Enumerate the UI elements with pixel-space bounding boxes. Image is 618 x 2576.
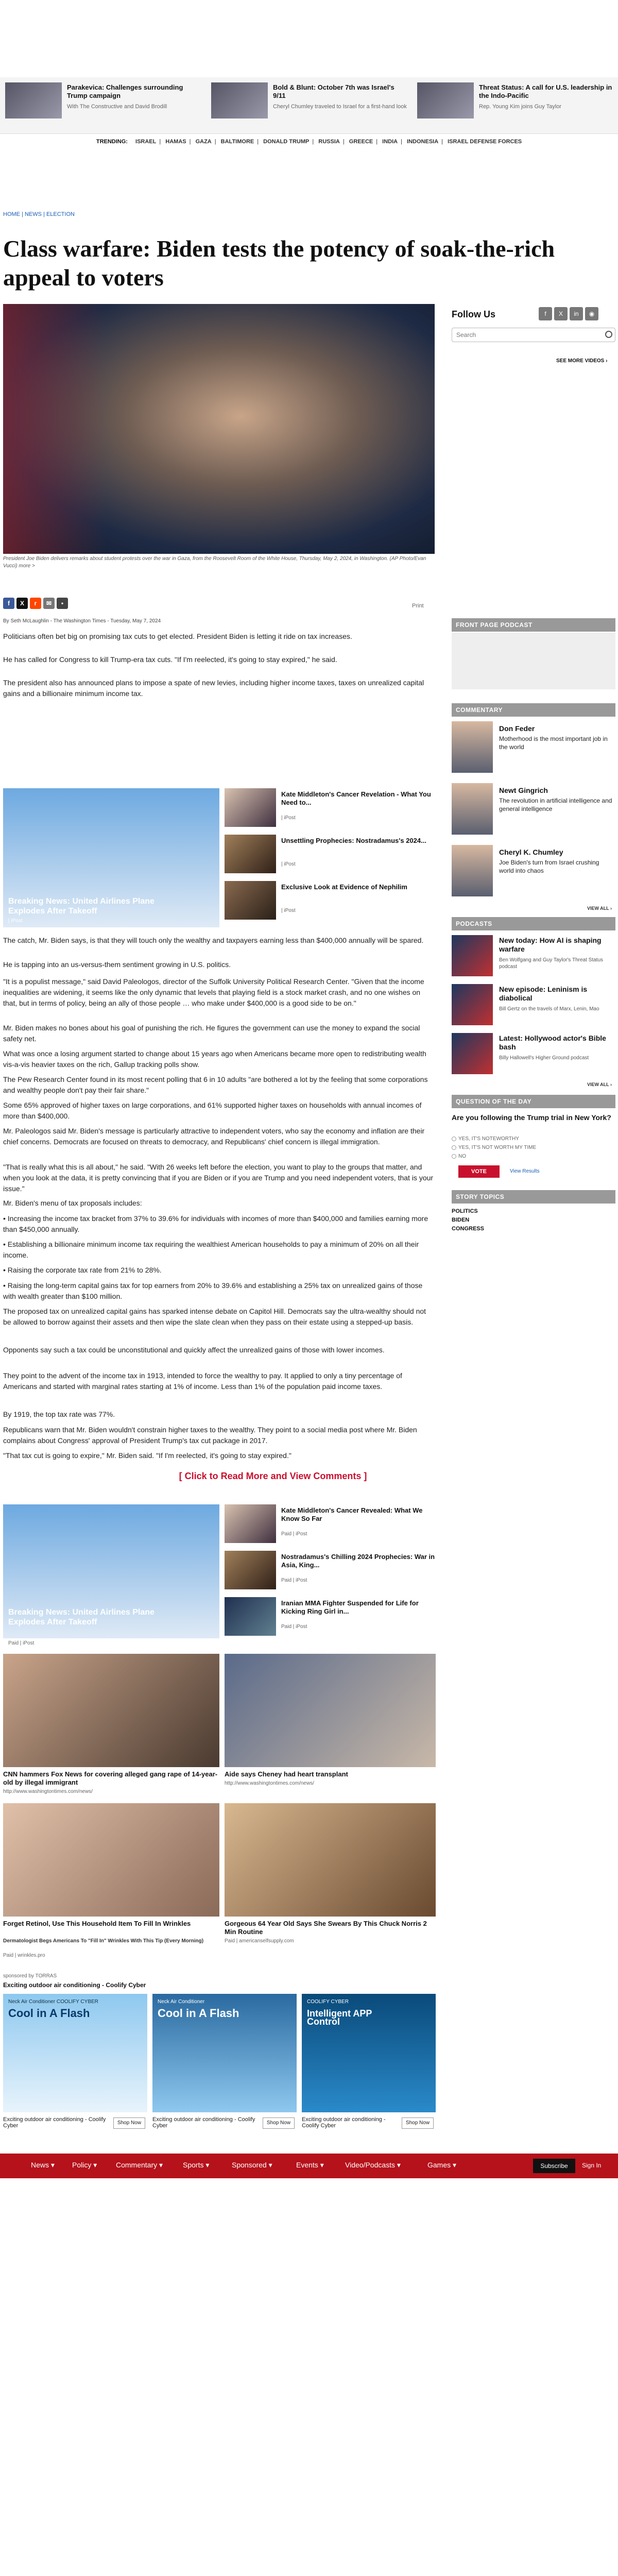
breadcrumb[interactable]: HOME | NEWS | ELECTION xyxy=(3,211,75,217)
article-paragraph: What was once a losing argument started to change about 15 years ago when Americans became more open to redistributing wealth vis-a-vis heavier taxes on the rich, Gallup tracking polls show. xyxy=(3,1049,426,1069)
print-link[interactable]: Print xyxy=(412,603,424,609)
trending-tag[interactable]: DONALD TRUMP xyxy=(263,139,310,145)
nav-games[interactable]: Games ▾ xyxy=(427,2161,457,2169)
ad-source: | iPost xyxy=(8,918,23,924)
nav-sponsored[interactable]: Sponsored ▾ xyxy=(232,2161,272,2169)
ad-product-head: Neck Air Conditioner COOLIFY CYBER xyxy=(8,1999,98,2005)
ad-card[interactable] xyxy=(225,1803,436,1958)
vote-button[interactable]: VOTE xyxy=(458,1165,500,1178)
podcast-title[interactable]: New today: How AI is shaping warfare xyxy=(499,936,602,953)
podcast-sub: Ben Wolfgang and Guy Taylor's Threat Status podcast xyxy=(499,957,604,970)
ad-image xyxy=(225,1597,276,1636)
article-paragraph: Mr. Biden makes no bones about his goal of punishing the rich. He figures the government can use the money to expand the social safety net. xyxy=(3,1024,420,1043)
ad-card[interactable] xyxy=(225,1654,436,1798)
nav-video-podcasts[interactable]: Video/Podcasts ▾ xyxy=(345,2161,401,2169)
shop-now-button[interactable]: Shop Now xyxy=(263,2117,295,2129)
article-paragraph: "It is a populist message," said David Paleologos, director of the Suffolk University Political Research Center. "Given that the income inequalities are widening, it seems like the only dynamic that levels that playing field is a stock market crash, and no one wishes on that, but in terms of policy, being an ally of those people … who make under $400,000 is a good side to be on." xyxy=(3,977,424,1007)
ad-source: Paid | iPost xyxy=(281,1624,307,1630)
site-nav xyxy=(0,2154,618,2178)
ad-source: | iPost xyxy=(281,908,296,913)
trend-sub: Cheryl Chumley traveled to Israel for a first-hand look xyxy=(273,104,407,110)
ad-headline: Cool in A Flash xyxy=(8,2007,90,2020)
commentary-title[interactable]: Joe Biden's turn from Israel crushing world into chaos xyxy=(499,859,599,874)
ad-image xyxy=(3,1803,219,1917)
article-paragraph: • Increasing the income tax bracket from 37% to 39.6% for individuals with incomes of more than $400,000 and families earning more than $450,000 annually. xyxy=(3,1214,428,1233)
linkedin-icon[interactable]: in xyxy=(570,307,583,320)
topic-link[interactable]: BIDEN xyxy=(452,1217,470,1223)
poll-option-label: YES, IT'S NOT WORTH MY TIME xyxy=(458,1145,537,1150)
nav-news[interactable]: News ▾ xyxy=(31,2161,55,2169)
article-paragraph: Some 65% approved of higher taxes on large corporations, and 61% supported higher taxes on households with annual incomes of more than $400,000. xyxy=(3,1101,422,1120)
nav-commentary[interactable]: Commentary ▾ xyxy=(116,2161,163,2169)
ad-title[interactable]: Forget Retinol, Use This Household Item To Fill In Wrinkles xyxy=(3,1920,191,1927)
trending-tag[interactable]: INDONESIA xyxy=(407,139,439,145)
commentary-title[interactable]: The revolution in artificial intelligence and general intelligence xyxy=(499,797,612,812)
ad-source: | iPost xyxy=(281,861,296,867)
podcast-item[interactable] xyxy=(452,1033,615,1079)
article-paragraph: Opponents say such a tax could be unconstitutional and quickly affect the unrealized gains of those with lower incomes. xyxy=(3,1346,385,1354)
ad-source: Paid | americanselfsupply.com xyxy=(225,1938,294,1944)
ad-title[interactable]: CNN hammers Fox News for covering alleged gang rape of 14-year-old by illegal immigrant xyxy=(3,1770,218,1786)
ad-product-head: Neck Air Conditioner xyxy=(158,1999,205,2005)
trend-card[interactable] xyxy=(211,82,407,124)
avatar xyxy=(452,783,493,835)
trend-thumb xyxy=(417,82,474,118)
reddit-icon[interactable]: r xyxy=(30,598,41,609)
commentary-title[interactable]: Motherhood is the most important job in the world xyxy=(499,735,608,751)
ad-card[interactable] xyxy=(302,1994,436,2148)
ad-card[interactable] xyxy=(225,1597,436,1638)
ad-caption: Exciting outdoor air conditioning - Coolify Cyber xyxy=(3,2116,106,2129)
trending-tag[interactable]: BALTIMORE xyxy=(220,139,254,145)
ad-title[interactable]: Unsettling Prophecies: Nostradamus's 2024... xyxy=(281,837,426,844)
sponsored-line[interactable]: Exciting outdoor air conditioning - Coolify Cyber xyxy=(3,1981,146,1989)
commentary-item[interactable] xyxy=(452,783,615,840)
x-icon[interactable]: X xyxy=(16,598,28,609)
podcasts-view-all[interactable]: VIEW ALL › xyxy=(587,1082,612,1087)
ad-caption: Exciting outdoor air conditioning - Coolify Cyber xyxy=(152,2116,255,2129)
commentary-item[interactable] xyxy=(452,721,615,778)
trend-sub: Rep. Young Kim joins Guy Taylor xyxy=(479,104,561,110)
follow-us-title: Follow Us xyxy=(452,309,495,319)
more-share-icon[interactable]: • xyxy=(57,598,68,609)
avatar xyxy=(452,721,493,773)
trending-tag[interactable]: ISRAEL DEFENSE FORCES xyxy=(448,139,522,145)
ad-title[interactable]: Kate Middleton's Cancer Revealed: What We Know So Far xyxy=(281,1506,423,1522)
sponsored-label: sponsored by TORRAS xyxy=(3,1973,57,1979)
article-paragraph: Politicians often bet big on promising tax cuts to get elected. President Biden is letting it ride on tax increases. xyxy=(3,632,352,640)
ad-title[interactable]: Exclusive Look at Evidence of Nephilim xyxy=(281,883,407,891)
trending-tag[interactable]: GREECE xyxy=(349,139,373,145)
podcast-title[interactable]: New episode: Leninism is diabolical xyxy=(499,985,588,1002)
article-paragraph: The president also has announced plans to impose a spate of new levies, including higher income taxes, taxes on unrealized capital gains and a billionaire minimum income tax. xyxy=(3,679,424,698)
trend-sub: With The Constructive and David Brodill xyxy=(67,104,167,110)
ad-card[interactable] xyxy=(3,1654,219,1798)
article-paragraph: • Establishing a billionaire minimum income tax requiring the wealthiest American households to pay a minimum of 20% on all their income. xyxy=(3,1240,419,1259)
poll-option-label: NO xyxy=(458,1154,466,1159)
ad-image xyxy=(3,1654,219,1767)
commentary-header: COMMENTARY xyxy=(452,703,615,717)
podcast-item[interactable] xyxy=(452,935,615,981)
trending-tag[interactable]: HAMAS xyxy=(165,139,186,145)
article-paragraph: He is tapping into an us-versus-them sentiment growing in U.S. politics. xyxy=(3,960,231,969)
ad-image xyxy=(225,881,276,920)
hero-image-flag xyxy=(3,304,106,554)
poll-option[interactable] xyxy=(452,1145,536,1150)
ad-title[interactable]: Aide says Cheney had heart transplant xyxy=(225,1770,348,1778)
ad-card[interactable] xyxy=(225,788,436,829)
facebook-icon[interactable]: f xyxy=(3,598,14,609)
trending-tags: TRENDING: ISRAEL | HAMAS | GAZA | BALTIMORE | DONALD TRUMP | RUSSIA | GREECE | INDIA | INDONESIA | ISRAEL DEFENSE FORCES xyxy=(96,139,522,145)
subscribe-button[interactable]: Subscribe xyxy=(533,2159,575,2173)
article-paragraph: The Pew Research Center found in its most recent polling that 6 in 10 adults "are bothered a lot by the feeling that some corporations and wealthy people don't pay their fair share." xyxy=(3,1075,428,1094)
avatar xyxy=(452,845,493,896)
radio-icon[interactable] xyxy=(452,1137,456,1141)
trending-tag[interactable]: GAZA xyxy=(195,139,212,145)
topic-link[interactable]: POLITICS xyxy=(452,1208,478,1214)
ad-title[interactable]: Breaking News: United Airlines Plane Explodes After Takeoff xyxy=(8,1608,154,1626)
podcast-item[interactable] xyxy=(452,984,615,1030)
ad-card[interactable] xyxy=(225,881,436,922)
poll-question: Are you following the Trump trial in New York? xyxy=(452,1113,611,1122)
ad-image xyxy=(225,1803,436,1917)
commentary-item[interactable] xyxy=(452,845,615,902)
ad-source: Paid | iPost xyxy=(281,1578,307,1583)
ad-image xyxy=(225,1654,436,1767)
podcast-sub: Billy Hallowell's Higher Ground podcast xyxy=(499,1055,589,1061)
trend-thumb xyxy=(5,82,62,118)
trend-thumb xyxy=(211,82,268,118)
ad-title[interactable]: Iranian MMA Fighter Suspended for Life for Kicking Ring Girl in... xyxy=(281,1599,419,1615)
shop-now-button[interactable]: Shop Now xyxy=(402,2117,434,2129)
ad-card[interactable] xyxy=(3,1504,219,1649)
trending-tag[interactable]: INDIA xyxy=(382,139,398,145)
article-paragraph: "That is really what this is all about," he said. "With 26 weeks left before the election, you want to play to the groups that matter, and when you look at the data, it is pretty convincing that if you are Biden or if you are Trump and you need independent voters, that is your issue." xyxy=(3,1163,434,1193)
ad-source: Paid | iPost xyxy=(8,1640,35,1646)
article-paragraph: The catch, Mr. Biden says, is that they will touch only the wealthy and taxpayers earning less than $400,000 annually will be spared. xyxy=(3,936,424,944)
rss-icon[interactable]: ◉ xyxy=(585,307,598,320)
ad-title[interactable]: Breaking News: United Airlines Plane Explodes After Takeoff xyxy=(8,897,154,916)
ad-product-head: COOLIFY CYBER xyxy=(307,1999,349,2005)
shop-now-button[interactable]: Shop Now xyxy=(113,2117,145,2129)
poll-option[interactable] xyxy=(452,1154,466,1159)
author-name[interactable]: Cheryl K. Chumley xyxy=(499,848,563,856)
sign-in-link[interactable]: Sign In xyxy=(582,2162,602,2169)
search-icon[interactable] xyxy=(605,331,612,338)
ad-card[interactable] xyxy=(152,1994,297,2148)
podcast-player[interactable] xyxy=(452,633,615,689)
nav-policy[interactable]: Policy ▾ xyxy=(72,2161,97,2169)
ad-card[interactable] xyxy=(225,835,436,876)
email-icon[interactable]: ✉ xyxy=(43,598,55,609)
ad-card[interactable] xyxy=(3,788,219,927)
trend-title[interactable]: Parakevica: Challenges surrounding Trump campaign xyxy=(67,83,183,99)
poll-option[interactable] xyxy=(452,1136,519,1142)
ad-subtitle: Dermatologist Begs Americans To "Fill In" Wrinkles With This Tip (Every Morning) xyxy=(3,1938,204,1944)
trending-label: TRENDING: xyxy=(96,139,128,145)
page-title: Class warfare: Biden tests the potency of soak-the-rich appeal to voters xyxy=(3,235,555,291)
article-paragraph: Mr. Biden's menu of tax proposals includes: xyxy=(3,1199,142,1207)
question-of-the-day-header: QUESTION OF THE DAY xyxy=(452,1095,615,1108)
ad-source: Paid | wrinkles.pro xyxy=(3,1953,45,1958)
article-paragraph: Mr. Paleologos said Mr. Biden's message is particularly attractive to independent voters, who say the economy and inflation are their chief concerns. Democrats are focused on threats to democracy, and Republicans' chief concern is illegal immigration. xyxy=(3,1127,425,1146)
author-name[interactable]: Don Feder xyxy=(499,724,535,733)
nav-sports[interactable]: Sports ▾ xyxy=(183,2161,210,2169)
ad-title[interactable]: Nostradamus's Chilling 2024 Prophecies: War in Asia, King... xyxy=(281,1553,435,1569)
podcast-sub: Bill Gertz on the travels of Marx, Lenin, Mao xyxy=(499,1006,599,1012)
ad-card[interactable] xyxy=(225,1551,436,1592)
radio-icon[interactable] xyxy=(452,1145,456,1150)
podcast-thumb xyxy=(452,1033,493,1074)
search-input[interactable] xyxy=(452,328,615,342)
ad-title[interactable]: Gorgeous 64 Year Old Says She Swears By This Chuck Norris 2 Min Routine xyxy=(225,1920,427,1936)
article-paragraph: He has called for Congress to kill Trump-era tax cuts. "If I'm reelected, it's going to stay expired," he said. xyxy=(3,655,337,664)
article-paragraph: • Raising the corporate tax rate from 21% to 28%. xyxy=(3,1266,162,1274)
article-paragraph: Republicans warn that Mr. Biden wouldn't constrain higher taxes to the wealthy. They point to a social media post where Mr. Biden complains about Congress' approval of President Trump's tax cut package in 2017. xyxy=(3,1426,417,1445)
x-icon[interactable]: X xyxy=(554,307,568,320)
trend-card[interactable] xyxy=(417,82,613,124)
story-topics-header: STORY TOPICS xyxy=(452,1190,615,1204)
trend-title[interactable]: Bold & Blunt: October 7th was Israel's 9/11 xyxy=(273,83,394,99)
photo-caption: President Joe Biden delivers remarks about student protests over the war in Gaza, from the Roosevelt Room of the White House, Thursday, May 2, 2024, in Washington. (AP Photo/Evan Vucci) more > xyxy=(3,556,426,569)
trend-card[interactable] xyxy=(5,82,201,124)
ad-source: | iPost xyxy=(281,815,296,821)
radio-icon[interactable] xyxy=(452,1154,456,1159)
ad-source: http://www.washingtontimes.com/news/ xyxy=(3,1789,93,1794)
podcast-title[interactable]: Latest: Hollywood actor's Bible bash xyxy=(499,1034,606,1051)
article-paragraph: They point to the advent of the income tax in 1913, intended to force the wealthy to pay. It applied to only a tiny percentage of Americans and started with marginal rates starting at 1% of income. Less than 1% of the population paid income taxes. xyxy=(3,1371,402,1391)
article-paragraph: By 1919, the top tax rate was 77%. xyxy=(3,1410,115,1418)
ad-image xyxy=(225,1551,276,1589)
ad-card[interactable] xyxy=(3,1803,219,1968)
trend-title[interactable]: Threat Status: A call for U.S. leadership in the Indo-Pacific xyxy=(479,83,612,99)
commentary-view-all[interactable]: VIEW ALL › xyxy=(587,906,612,911)
ad-image xyxy=(225,835,276,873)
ad-card[interactable] xyxy=(225,1504,436,1546)
trending-tag[interactable]: RUSSIA xyxy=(318,139,340,145)
article-paragraph: • Raising the long-term capital gains tax for top earners from 20% to 39.6% and establishing a 25% tax on unrealized gains of those with wealth greater than $100 million. xyxy=(3,1281,423,1300)
trending-tag[interactable]: ISRAEL xyxy=(135,139,157,145)
article-paragraph: "That tax cut is going to expire," Mr. Biden said. "If I'm reelected, it's going to stay expired." xyxy=(3,1451,291,1460)
podcasts-header: PODCASTS xyxy=(452,917,615,930)
ad-source: Paid | iPost xyxy=(281,1531,307,1537)
article-paragraph: The proposed tax on unrealized capital gains has sparked intense debate on Capitol Hill. Democrats say the ultra-wealthy should not be allowed to borrow against their assets and then wipe the slate clean when they pass on their estate using a stepped-up basis. xyxy=(3,1307,426,1326)
byline: By Seth McLaughlin - The Washington Times - Tuesday, May 7, 2024 xyxy=(3,618,161,624)
ad-image xyxy=(225,1504,276,1543)
trending-strip xyxy=(0,77,618,134)
read-more-link[interactable]: [ Click to Read More and View Comments ] xyxy=(179,1471,367,1481)
ad-source: http://www.washingtontimes.com/news/ xyxy=(225,1781,314,1786)
ad-image xyxy=(225,788,276,827)
ad-headline: Intelligent APP Control xyxy=(307,2008,372,2027)
podcast-thumb xyxy=(452,935,493,976)
topic-link[interactable]: CONGRESS xyxy=(452,1226,484,1232)
front-page-podcast-header: FRONT PAGE PODCAST xyxy=(452,618,615,632)
podcast-thumb xyxy=(452,984,493,1025)
ad-title[interactable]: Kate Middleton's Cancer Revelation - What You Need to... xyxy=(281,790,431,806)
ad-headline: Cool in A Flash xyxy=(158,2007,239,2020)
nav-events[interactable]: Events ▾ xyxy=(296,2161,324,2169)
view-results-link[interactable]: View Results xyxy=(510,1168,540,1174)
facebook-icon[interactable]: f xyxy=(539,307,552,320)
poll-option-label: YES, IT'S NOTEWORTHY xyxy=(458,1136,519,1142)
see-more-videos-link[interactable]: SEE MORE VIDEOS › xyxy=(556,358,608,364)
ad-caption: Exciting outdoor air conditioning - Coolify Cyber xyxy=(302,2116,386,2129)
ad-card[interactable] xyxy=(3,1994,147,2148)
author-name[interactable]: Newt Gingrich xyxy=(499,786,548,794)
